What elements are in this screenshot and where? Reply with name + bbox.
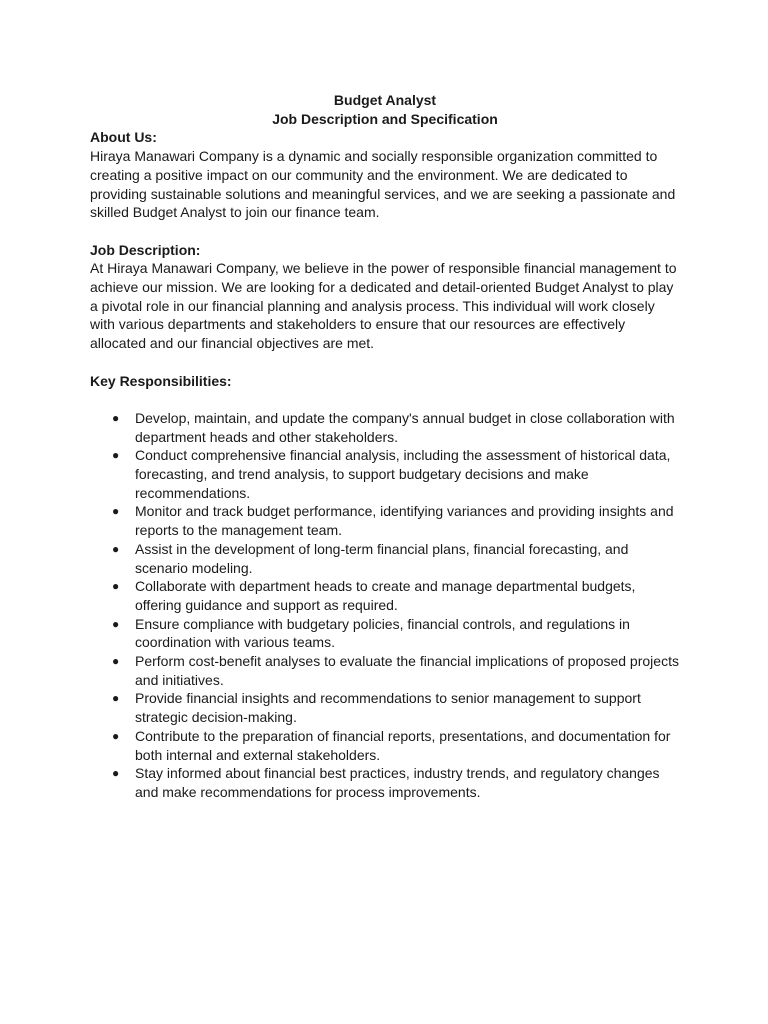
bullet-icon: ● xyxy=(112,766,120,781)
list-item xyxy=(90,615,680,652)
list-item xyxy=(90,652,680,689)
section-spacer xyxy=(90,353,680,372)
list-item-text: Ensure compliance with budgetary policies, financial controls, and regulations in coordination with various teams. xyxy=(135,615,630,651)
list-item xyxy=(90,727,680,764)
list-item xyxy=(90,577,680,614)
bullet-icon: ● xyxy=(112,579,120,594)
list-item-text: Contribute to the preparation of financial reports, presentations, and documentation for both internal and external stakeholders. xyxy=(135,727,671,763)
bullet-icon: ● xyxy=(112,728,120,743)
bullet-icon: ● xyxy=(112,410,120,425)
job-description-heading: Job Description: xyxy=(90,241,201,258)
list-item xyxy=(90,502,680,539)
section-spacer xyxy=(90,222,680,241)
bullet-icon: ● xyxy=(112,654,120,669)
responsibilities-list xyxy=(90,409,680,802)
bullet-icon: ● xyxy=(112,504,120,519)
list-item-text: Conduct comprehensive financial analysis, including the assessment of historical data, forecasting, and trend analysis, to support budgetary decisions and make recommendations. xyxy=(135,447,671,501)
about-paragraph: Hiraya Manawari Company is a dynamic and socially responsible organization committed to creating a positive impact on our community and the environment. We are dedicated to providing sustainable solutions and meaningful services, and we are seeking a passionate and skilled Budget Analyst to join our finance team. xyxy=(90,148,676,221)
responsibilities-heading: Key Responsibilities: xyxy=(90,372,232,389)
document-title: Budget Analyst xyxy=(333,92,437,108)
bullet-icon: ● xyxy=(112,541,120,556)
bullet-icon: ● xyxy=(112,448,120,463)
section-spacer xyxy=(90,390,680,409)
list-item-text: Perform cost-benefit analyses to evaluate the financial implications of proposed projects and initiatives. xyxy=(135,653,679,688)
list-item xyxy=(90,540,680,577)
list-item-text: Develop, maintain, and update the company's annual budget in close collaboration with department heads and other stakeholders. xyxy=(135,409,675,445)
list-item-text: Stay informed about financial best practices, industry trends, and regulatory changes and make recommendations for process improvements. xyxy=(135,765,660,800)
list-item-text: Provide financial insights and recommendations to senior management to support strategic decision-making. xyxy=(135,690,641,726)
document-subtitle: Job Description and Specification xyxy=(272,110,498,127)
list-item xyxy=(90,446,680,502)
list-item xyxy=(90,764,680,801)
list-item xyxy=(90,409,680,446)
document-page xyxy=(90,91,680,802)
list-item-text: Collaborate with department heads to create and manage departmental budgets, offering guidance and support as required. xyxy=(135,578,636,613)
list-item-text: Monitor and track budget performance, identifying variances and providing insights and reports to the management team. xyxy=(135,503,674,539)
bullet-icon: ● xyxy=(112,691,120,706)
bullet-icon: ● xyxy=(112,616,120,631)
list-item xyxy=(90,689,680,726)
about-heading: About Us: xyxy=(90,129,157,146)
job-description-paragraph: At Hiraya Manawari Company, we believe in the power of responsible financial management to achieve our mission. We are looking for a dedicated and detail-oriented Budget Analyst to play a pivotal role in our financial planning and analysis process. This individual will work closely with various departments and stakeholders to ensure that our resources are effectively allocated and our financial objectives are met. xyxy=(90,260,677,352)
list-item-text: Assist in the development of long-term financial plans, financial forecasting, and scenario modeling. xyxy=(135,540,629,576)
